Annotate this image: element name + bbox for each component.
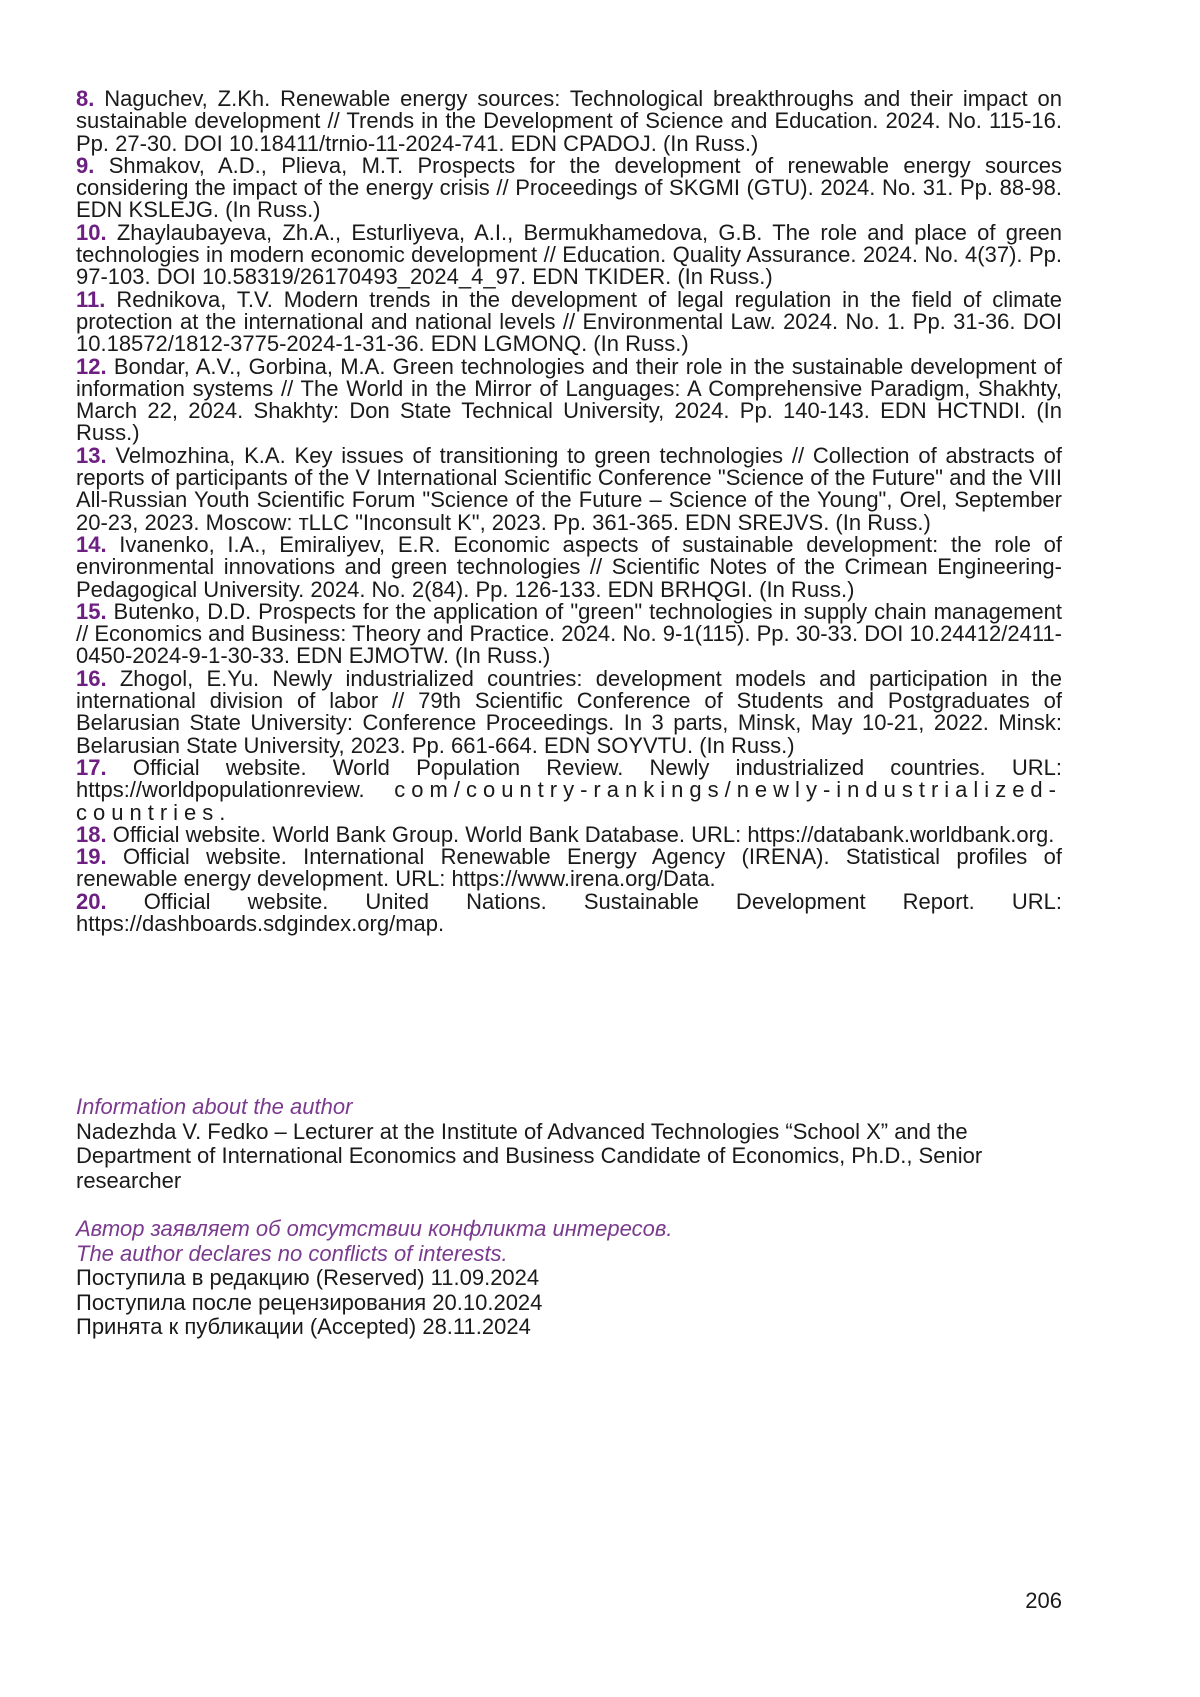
reference-item [76, 598, 1062, 669]
reference-number: 16. [76, 665, 107, 691]
section-spacer [76, 1193, 1062, 1217]
reference-text: Butenko, D.D. Prospects for the application of "green" technologies in supply chain management // Economics and Business: Theory and Practice. 2024. No. 9-1(115). Pp. 30-33. DOI 10.24412/2411-0450-2024-9-1-30-33. EDN EJMOTW. (In Russ.) [76, 598, 1062, 669]
reference-text: Shmakov, A.D., Plieva, M.T. Prospects for the development of renewable energy sources considering the impact of the energy crisis // Proceedings of SKGMI (GTU). 2024. No. 31. Pp. 88-98. EDN KSLEJG. (In Russ.) [76, 152, 1062, 223]
reference-number: 18. [76, 821, 107, 847]
reference-text: Official website. United Nations. Sustainable Development Report. URL: https://dashboards.sdgindex.org/map. [76, 888, 1062, 936]
reference-list [76, 88, 1062, 935]
revised-date: Поступила после рецензирования 20.10.2024 [76, 1289, 543, 1315]
reference-item [76, 286, 1062, 357]
reference-number: 13. [76, 442, 107, 468]
reference-number: 17. [76, 754, 107, 780]
reference-text: Naguchev, Z.Kh. Renewable energy sources: Technological breakthroughs and their impact on sustainable development // Trends in the Development of Science and Education. 2024. No. 115-16. Pp. 27-30. DOI 10.18411/trnio-11-2024-741. EDN CPADOJ. (In Russ.) [76, 86, 1062, 156]
page-number: 206 [1025, 1588, 1062, 1613]
reference-item [76, 846, 1062, 891]
reference-number: 19. [76, 844, 107, 870]
conflict-statement-en: The author declares no conflicts of interests. [76, 1240, 508, 1266]
reference-text: Official website. International Renewable Energy Agency (IRENA). Statistical profiles of renewable energy development. URL: https://www.irena.org/Data. [76, 844, 1062, 892]
reference-text: Ivanenko, I.A., Emiraliyev, E.R. Economic aspects of sustainable development: the role of environmental innovations and green technologies // Scientific Notes of the Crimean Engineering-Pedagogical University. 2024. No. 2(84). Pp. 126-133. EDN BRHQGI. (In Russ.) [76, 531, 1062, 602]
reference-url-tail: com/country-rankings/newly-industrialized-countries. [76, 777, 1062, 825]
reference-text: Official website. World Population Review. Newly industrialized countries. URL: https://worldpopulationreview. [76, 754, 1062, 803]
reference-number: 12. [76, 353, 107, 379]
reference-text: Velmozhina, K.A. Key issues of transitioning to green technologies // Collection of abstracts of reports of participants of the V International Scientific Conference "Science of the Future" and the VIII All-Russian Youth Scientific Forum "Science of the Future – Science of the Young", Orel, September 20-23, 2023. Moscow: тLLC "Inconsult K", 2023. Pp. 361-365. EDN SREJVS. (In Russ.) [76, 442, 1062, 535]
reference-text: Official website. World Bank Group. World Bank Database. URL: https://databank.worldbank.org. [112, 821, 1055, 847]
reference-item [76, 531, 1062, 602]
author-info-section [76, 1095, 1062, 1340]
reference-item [76, 821, 1062, 847]
reference-number: 20. [76, 888, 107, 914]
reference-number: 10. [76, 219, 107, 245]
received-date: Поступила в редакцию (Reserved) 11.09.2024 [76, 1265, 540, 1290]
reference-number: 11. [76, 286, 106, 312]
author-description: Nadezhda V. Fedko – Lecturer at the Institute of Advanced Technologies “School X” and the Department of International Economics and Business Candidate of Economics, Ph.D., Senior researcher [76, 1118, 983, 1193]
reference-number: 8. [76, 86, 95, 111]
reference-number: 15. [76, 598, 107, 624]
reference-text: Zhaylaubayeva, Zh.A., Esturliyeva, A.I., Bermukhamedova, G.B. The role and place of green technologies in modern economic development // Education. Quality Assurance. 2024. No. 4(37). Pp. 97-103. DOI 10.58319/26170493_2024_4_97. EDN TKIDER. (In Russ.) [76, 219, 1062, 290]
conflict-statement-ru: Автор заявляет об отсутствии конфликта интересов. [76, 1216, 673, 1241]
reference-text: Zhogol, E.Yu. Newly industrialized countries: development models and participation in the international division of labor // 79th Scientific Conference of Students and Postgraduates of Belarusian State University: Conference Proceedings. In 3 parts, Minsk, May 10-21, 2022. Minsk: Belarusian State University, 2023. Pp. 661-664. EDN SOYVTU. (In Russ.) [76, 665, 1062, 758]
reference-item [76, 442, 1062, 535]
accepted-date: Принята к публикации (Accepted) 28.11.2024 [76, 1314, 531, 1339]
reference-item [76, 888, 1062, 936]
reference-text: Bondar, A.V., Gorbina, M.A. Green technologies and their role in the sustainable development of information systems // The World in the Mirror of Languages: A Comprehensive Paradigm, Shakhty, March 22, 2024. Shakhty: Don State Technical University, 2024. Pp. 140-143. EDN HCTNDI. (In Russ.) [76, 353, 1062, 446]
reference-item [76, 219, 1062, 290]
reference-number: 9. [76, 152, 95, 178]
reference-item [76, 152, 1062, 223]
author-info-heading: Information about the author [76, 1094, 353, 1119]
reference-item [76, 353, 1062, 446]
reference-item [76, 88, 1062, 155]
reference-number: 14. [76, 531, 107, 557]
reference-text: Rednikova, T.V. Modern trends in the development of legal regulation in the field of climate protection at the international and national levels // Environmental Law. 2024. No. 1. Pp. 31-36. DOI 10.18572/1812-3775-2024-1-31-36. EDN LGMONQ. (In Russ.) [76, 286, 1062, 357]
reference-item [76, 665, 1062, 758]
reference-item [76, 754, 1062, 825]
